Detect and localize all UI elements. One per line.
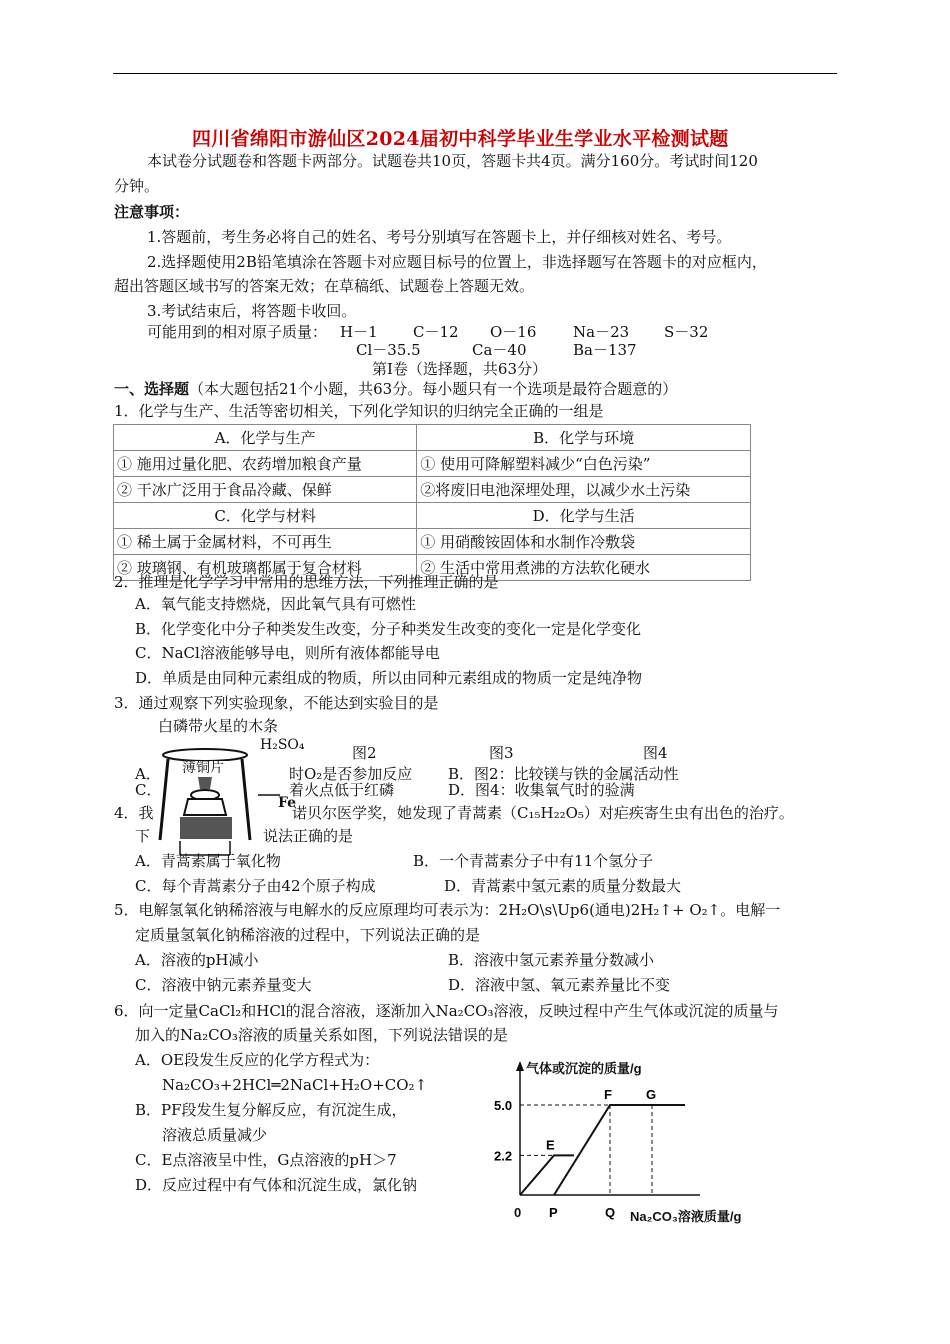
q1-head-c: C．化学与材料 (114, 503, 417, 529)
q1-head-a: A．化学与生产 (114, 425, 417, 451)
q2-option-b: B．化学变化中分子种类发生改变，分子种类发生改变的变化一定是化学变化 (135, 620, 642, 638)
q1-head-b: B．化学与环境 (417, 425, 751, 451)
fig1-h2so4: H₂SO₄ (260, 737, 305, 753)
q4-option-a: A．青蒿素属于氧化物 (135, 852, 281, 870)
y-tick-label-1: 5.0 (494, 1098, 513, 1113)
q1-c2: ② 玻璃钢、有机玻璃都属于复合材料 (114, 555, 417, 581)
atomic-label: 可能用到的相对原子质量： (147, 323, 328, 341)
q3-fig2-label: 图2 (352, 744, 377, 762)
q3-fig4-label: 图4 (643, 744, 668, 762)
atom-h: H－1 (340, 323, 378, 341)
note-1: 1.答题前，考生务必将自己的姓名、考号分别填写在答题卡上，并仔细核对姓名、考号。 (147, 228, 732, 246)
y-tick-label-0: 2.2 (494, 1148, 513, 1164)
tripod-leg-left (160, 759, 168, 840)
page-title: 四川省绵阳市游仙区2024届初中科学毕业生学业水平检测试题 (192, 128, 729, 150)
chart-xlabel: Na₂CO₃溶液质量/g (630, 1209, 742, 1224)
x-tick-label-2: Q (605, 1205, 616, 1220)
q4-line2-start: 下 (135, 827, 151, 845)
atom-c: C－12 (413, 323, 459, 341)
section-label: 一、选择题 (114, 380, 190, 398)
note-2a: 2.选择题使用2B铅笔填涂在答题卡对应题目标号的位置上，非选择题写在答题卡的对应框内， (147, 253, 767, 271)
atom-o: O－16 (490, 323, 537, 341)
note-3: 3.考试结束后，将答题卡收回。 (147, 302, 357, 320)
q3-option-d: D．图4：收集氧气时的验满 (448, 781, 635, 799)
atom-ba: Ba－137 (573, 341, 637, 359)
q4-stem-end: 诺贝尔医学奖，她发现了青蒿素（C₁₅H₂₂O₅）对疟疾寄生虫有出色的治疗。 (292, 804, 794, 822)
q3-option-c-start: C． (135, 781, 162, 799)
q5-option-b: B．溶液中氢元素养量分数减小 (448, 951, 655, 969)
atom-ca: Ca－40 (472, 341, 527, 359)
flame (198, 777, 212, 789)
q5-option-c: C．溶液中钠元素养量变大 (135, 976, 312, 994)
q6-line2: 加入的Na₂CO₃溶液的质量关系如图，下列说法错误的是 (135, 1026, 508, 1044)
q3-figure1 (150, 715, 310, 860)
q4-option-d: D．青蒿素中氢元素的质量分数最大 (444, 877, 682, 895)
q2-option-d: D．单质是由同种元素组成的物质，所以由同种元素组成的物质一定是纯净物 (135, 669, 643, 687)
q2-option-a: A．氧气能支持燃烧，因此氧气具有可燃性 (135, 595, 416, 613)
q3-option-a-end: 时O₂是否参加反应 (289, 765, 413, 783)
q2-stem: 2．推理是化学学习中常用的思维方法，下列推理正确的是 (114, 573, 499, 591)
q6-option-a1: A．OE段发生反应的化学方程式为： (135, 1051, 380, 1069)
q3-stem: 3．通过观察下列实验现象，不能达到实验目的是 (114, 694, 439, 712)
point-label-g: G (646, 1087, 657, 1102)
notes-heading: 注意事项： (114, 203, 190, 221)
q1-d1: ① 用硝酸铵固体和水制作冷敷袋 (417, 529, 751, 555)
q6-option-d: D．反应过程中有气体和沉淀生成，氯化钠 (135, 1176, 418, 1194)
q4-option-b: B．一个青蒿素分子中有11个氢分子 (413, 852, 654, 870)
part1-title: 第Ⅰ卷（选择题，共63分） (372, 360, 548, 378)
q4-option-c: C．每个青蒿素分子由42个原子构成 (135, 877, 376, 895)
q4-stem-start: 4．我 (114, 804, 154, 822)
section-desc: （本大题包括21个小题，共63分。每小题只有一个选项是最符合题意的） (189, 380, 678, 398)
q6-option-c: C．E点溶液呈中性，G点溶液的pH＞7 (135, 1151, 397, 1169)
lamp-base (180, 817, 232, 839)
lamp-body (184, 799, 226, 815)
q6-option-a2: Na₂CO₃+2HCl═2NaCl+H₂O+CO₂↑ (162, 1076, 428, 1094)
q3-option-a-start: A． (135, 765, 161, 783)
q6-option-b2: 溶液总质量减少 (162, 1126, 268, 1144)
chart-origin: 0 (514, 1205, 522, 1220)
q3-option-c-end: 着火点低于红磷 (289, 781, 395, 799)
q5-option-a: A．溶液的pH减小 (135, 951, 259, 969)
q3-fig3-label: 图3 (489, 744, 514, 762)
q5-line2: 定质量氢氧化钠稀溶液的过程中，下列说法正确的是 (135, 926, 481, 944)
q1-c1: ① 稀土属于金属材料，不可再生 (114, 529, 417, 555)
chart-ylabel: 气体或沉淀的质量/g (526, 1061, 642, 1076)
q2-option-c: C．NaCl溶液能够导电，则所有液体都能导电 (135, 644, 440, 662)
q6-line1: 6．向一定量CaCl₂和HCl的混合溶液，逐渐加入Na₂CO₃溶液，反映过程中产生气体或沉淀的质量与 (114, 1002, 779, 1020)
intro-line1: 本试卷分试题卷和答题卡两部分。试题卷共10页，答题卡共4页。满分160分。考试时间120 (147, 152, 758, 170)
y-axis-arrow (516, 1061, 524, 1071)
q1-a1: ① 施用过量化肥、农药增加粮食产量 (114, 451, 417, 477)
atom-cl: Cl－35.5 (356, 341, 421, 359)
fig1-fe: Fe (278, 795, 297, 811)
q3-option-b: B．图2：比较镁与铁的金属活动性 (448, 765, 679, 783)
fig1-copper: 薄铜片 (182, 760, 224, 776)
q1-stem: 1．化学与生产、生活等密切相关，下列化学知识的归纳完全正确的一组是 (114, 402, 604, 420)
point-label-e: E (546, 1137, 555, 1153)
x-tick-label-1: P (549, 1205, 558, 1220)
q1-b2: ②将废旧电池深埋处理，以减少水土污染 (417, 477, 751, 503)
point-label-f: F (604, 1087, 612, 1102)
q4-line2-end: 说法正确的是 (263, 827, 354, 845)
q6-option-b1: B．PF段发生复分解反应，有沉淀生成， (135, 1101, 407, 1119)
note-2b: 超出答题区域书写的答案无效；在草稿纸、试题卷上答题无效。 (114, 277, 535, 295)
q1-head-d: D．化学与生活 (417, 503, 751, 529)
tripod-leg-right (242, 759, 250, 840)
q5-option-d: D．溶液中氢、氧元素养量比不变 (448, 976, 671, 994)
series-line-1 (554, 1105, 652, 1195)
intro-line2: 分钟。 (114, 177, 160, 195)
q1-d2: ② 生活中常用煮沸的方法软化硬水 (417, 555, 751, 581)
fig1-top-label: 白磷带火星的木条 (158, 717, 279, 735)
atom-s: S－32 (664, 323, 709, 341)
q5-line1: 5．电解氢氧化钠稀溶液与电解水的反应原理均可表示为：2H₂O\s\Up6(通电)2H₂↑+ O₂↑。电解一 (114, 901, 781, 919)
atom-na: Na－23 (573, 323, 630, 341)
q1-b1: ① 使用可降解塑料减少“白色污染” (417, 451, 751, 477)
q6-chart (470, 1055, 770, 1230)
top-rule (113, 73, 837, 74)
q1-table (113, 424, 751, 581)
q1-a2: ② 干冰广泛用于食品冷藏、保鲜 (114, 477, 417, 503)
